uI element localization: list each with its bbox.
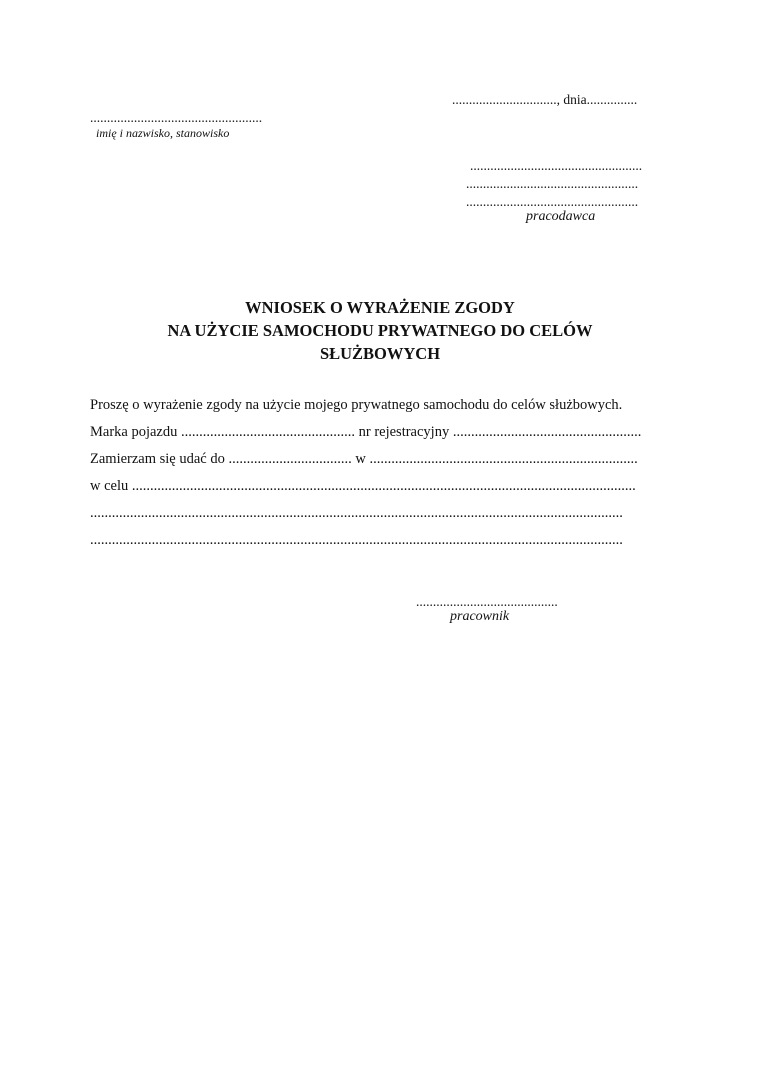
blank-line-2: ................................................................................................................................................... [90, 532, 623, 548]
employer-caption: pracodawca [526, 209, 596, 224]
destination-line: Zamierzam się udać do .................................. w .......................................................................... [90, 451, 638, 467]
employer-line-2: ................................................... [466, 176, 639, 191]
document-title [90, 296, 670, 365]
title-line-3: SŁUŻBOWYCH [319, 344, 441, 363]
vehicle-make-line: Marka pojazdu ................................................ nr rejestracyjny .................................................... [90, 424, 642, 440]
employer-line-1: ................................................... [470, 158, 643, 173]
blank-line-1: ................................................................................................................................................... [90, 505, 623, 521]
request-sentence: Proszę o wyrażenie zgody na użycie mojego prywatnego samochodu do celów służbowych. [90, 397, 623, 413]
employee-name-caption: imię i nazwisko, stanowisko [96, 126, 230, 140]
employee-name-field: ................................................... [90, 110, 263, 125]
signature-field: .......................................... [416, 594, 558, 609]
employer-line-3: ................................................... [466, 194, 639, 209]
signature-caption: pracownik [450, 609, 510, 624]
purpose-line: w celu ........................................................................................................................................... [90, 478, 636, 494]
title-line-2: NA UŻYCIE SAMOCHODU PRYWATNEGO DO CELÓW [167, 321, 593, 340]
title-line-1: WNIOSEK O WYRAŻENIE ZGODY [245, 298, 515, 317]
place-date-field: ..............................., dnia............... [452, 92, 638, 107]
